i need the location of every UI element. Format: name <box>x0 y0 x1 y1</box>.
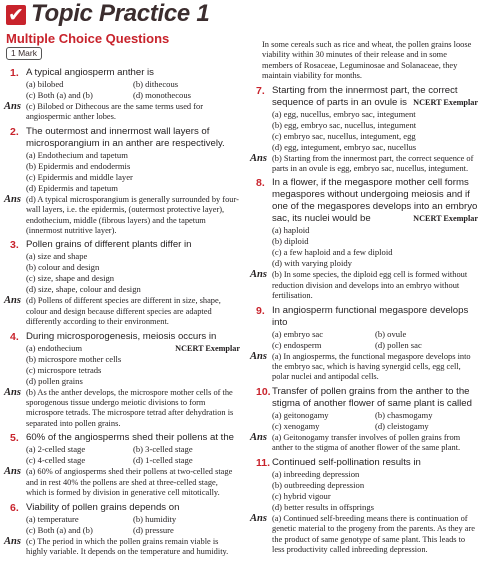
topic-header <box>6 0 474 30</box>
option-text: (c) hybrid vigour <box>272 490 331 501</box>
option-item <box>272 120 478 131</box>
option-item <box>26 455 133 466</box>
option-item <box>26 150 240 161</box>
answer-block <box>250 270 478 301</box>
option-list <box>250 225 478 269</box>
question-text <box>250 177 478 225</box>
option-item <box>133 90 240 101</box>
option-item <box>26 90 133 101</box>
answer-label: Ans <box>4 535 21 547</box>
option-item <box>133 455 240 466</box>
option-text: (b) dithecous <box>133 79 179 89</box>
option-item <box>26 376 240 387</box>
option-item <box>272 491 478 502</box>
carry-over-text: In some cereals such as rice and wheat, the pollen grains loose viability within 30 minutes of their release and in some members of Rosaceae, Leguminosae and Solanaceae, they maintain viability for months. <box>262 40 472 81</box>
option-item <box>375 421 478 432</box>
question-8 <box>250 177 478 301</box>
option-text: (b) humidity <box>133 513 177 524</box>
answer-block <box>4 296 240 327</box>
option-item <box>272 502 478 513</box>
option-item <box>272 329 375 340</box>
question-stem: 60% of the angiosperms shed their pollens at the <box>26 432 234 444</box>
question-text <box>4 239 240 251</box>
question-11 <box>250 457 478 556</box>
option-item <box>272 469 478 480</box>
question-6 <box>4 502 240 558</box>
question-10 <box>250 386 478 454</box>
answer-block <box>250 154 478 175</box>
answer-text: (a) 60% of angiosperms shed their pollens at two-celled stage and in rest 40% the pollens are shed at three-celled stage, which is formed by division in generative cell mitotically. <box>26 467 233 498</box>
question-4 <box>4 331 240 430</box>
page-title: Topic Practice 1 <box>31 0 210 27</box>
answer-text: (b) Starting from the innermost part, the correct sequence of parts in an ovule is egg, embryo sac, nucellus, integument. <box>272 153 474 174</box>
answer-block <box>4 537 240 558</box>
answer-label: Ans <box>250 152 267 164</box>
option-item <box>133 79 240 90</box>
question-number: 5. <box>10 432 19 445</box>
question-text <box>4 432 240 444</box>
source-tag: NCERT Exemplar <box>413 97 478 107</box>
option-text: (a) egg, nucellus, embryo sac, integument <box>272 108 416 119</box>
option-list <box>250 329 478 351</box>
option-item <box>26 183 240 194</box>
option-text: (d) egg, integument, embryo sac, nucellus <box>272 141 417 152</box>
option-text: (a) 2-celled stage <box>26 444 86 455</box>
question-number: 2. <box>10 125 19 138</box>
option-text: (a) geitonogamy <box>272 409 329 420</box>
option-item <box>26 262 240 273</box>
option-text: (d) 1-celled stage <box>133 455 193 466</box>
option-text: (a) endothecium <box>26 342 83 353</box>
option-text: (a) embryo sac <box>272 328 324 339</box>
section-title: Multiple Choice Questions <box>6 31 170 46</box>
question-number: 6. <box>10 501 19 514</box>
option-item <box>375 410 478 421</box>
check-icon: ✔ <box>6 5 26 25</box>
option-item <box>26 161 240 172</box>
option-text: (a) temperature <box>26 513 79 524</box>
option-item <box>26 514 133 525</box>
option-list <box>4 444 240 466</box>
option-text: (c) endosperm <box>272 339 322 350</box>
question-number: 7. <box>256 84 265 97</box>
answer-block <box>4 388 240 430</box>
option-text: (d) with varying ploidy <box>272 258 352 269</box>
question-9 <box>250 305 478 383</box>
option-text: (d) Epidermis and tapetum <box>26 182 118 193</box>
question-stem: Transfer of pollen grains from the anther to the stigma of another flower of same plant is called <box>272 385 472 409</box>
option-item <box>26 365 240 376</box>
answer-text: (b) In some species, the diploid egg cell is formed without reduction division and develops into an embryo without fertilisation. <box>272 270 468 301</box>
option-item <box>272 421 375 432</box>
option-text: (d) pollen sac <box>375 339 422 350</box>
answer-label: Ans <box>4 101 21 112</box>
answer-text: (c) The period in which the pollen grains remain viable is highly variable. It depends on the temperature and humidity. <box>26 536 229 556</box>
question-stem: The outermost and innermost wall layers of microsporangium in an anther are respectively. <box>26 125 225 149</box>
question-text <box>4 502 240 514</box>
option-list <box>250 109 478 153</box>
option-text: (c) Both (a) and (b) <box>26 90 93 100</box>
question-text <box>250 305 478 329</box>
question-stem: Pollen grains of different plants differ in <box>26 239 192 251</box>
left-column <box>4 64 240 557</box>
option-text: (b) diploid <box>272 236 309 247</box>
option-text: (b) outbreeding depression <box>272 479 365 490</box>
answer-label: Ans <box>250 269 267 281</box>
option-item <box>26 284 240 295</box>
option-text: (d) pollen grains <box>26 375 83 386</box>
answer-text: (a) In angiosperms, the functional megaspore develops into the embryo sac, which is having synergid cells, egg cell, polar nuclei and antipodal cells. <box>272 351 471 382</box>
option-item <box>272 142 478 153</box>
option-text: (b) chasmogamy <box>375 409 433 420</box>
question-stem: Continued self-pollination results in <box>272 456 421 468</box>
option-list <box>4 150 240 194</box>
option-text: (a) inbreeding depression <box>272 468 360 479</box>
option-item <box>133 444 240 455</box>
option-item <box>26 251 240 262</box>
option-item <box>272 410 375 421</box>
answer-text: (c) Bilobed or Dithecous are the same terms used for angiospermic anther lobes. <box>26 102 203 122</box>
answer-block <box>250 352 478 383</box>
option-text: (a) size and shape <box>26 251 88 262</box>
option-text: (c) embryo sac, nucellus, integument, egg <box>272 130 416 141</box>
option-item <box>375 340 478 351</box>
option-item <box>26 273 240 284</box>
answer-label: Ans <box>4 386 21 398</box>
question-1 <box>4 67 240 123</box>
option-text: (b) colour and design <box>26 262 100 273</box>
option-item <box>272 236 478 247</box>
question-number: 3. <box>10 239 19 252</box>
answer-block <box>4 467 240 498</box>
answer-label: Ans <box>4 466 21 478</box>
option-item <box>272 109 478 120</box>
option-item <box>272 225 478 236</box>
option-text: (b) 3-celled stage <box>133 444 193 455</box>
option-item <box>272 480 478 491</box>
answer-block <box>250 514 478 556</box>
option-text: (c) xenogamy <box>272 420 320 431</box>
answer-label: Ans <box>4 295 21 307</box>
question-2 <box>4 126 240 237</box>
option-list <box>250 469 478 513</box>
option-item <box>375 329 478 340</box>
option-item <box>26 444 133 455</box>
option-item <box>133 514 240 525</box>
option-text: (a) haploid <box>272 225 310 236</box>
option-text: (d) size, shape, colour and design <box>26 284 141 295</box>
question-number: 1. <box>10 67 19 79</box>
option-text: (c) a few haploid and a few diploid <box>272 247 393 258</box>
question-number: 4. <box>10 330 19 343</box>
question-stem: In angiosperm functional megaspore develops into <box>272 304 469 328</box>
option-text: (a) bilobed <box>26 79 64 89</box>
option-item <box>272 258 478 269</box>
option-item <box>272 340 375 351</box>
option-item <box>272 247 478 258</box>
question-text <box>250 85 478 109</box>
option-text: (c) Both (a) and (b) <box>26 524 93 535</box>
answer-block <box>4 195 240 237</box>
option-item <box>26 172 240 183</box>
option-text: (d) pressure <box>133 524 174 535</box>
option-item <box>272 131 478 142</box>
option-text: (c) 4-celled stage <box>26 455 86 466</box>
answer-label: Ans <box>4 193 21 205</box>
question-number: 9. <box>256 304 265 317</box>
question-3 <box>4 239 240 327</box>
option-text: (d) better results in offsprings <box>272 501 374 512</box>
option-text: (c) microspore tetrads <box>26 364 102 375</box>
answer-label: Ans <box>250 350 267 362</box>
question-5 <box>4 432 240 498</box>
question-stem: Starting from the innermost part, the correct sequence of parts in an ovule is <box>272 84 458 108</box>
answer-text: (a) Continued self-breeding means there is continuation of genetic material to the progeny from the parents. As they are the product of same genotype of same plant. This leads to less productivity called inbreeding depression. <box>272 513 476 554</box>
question-stem: Viability of pollen grains depends on <box>26 501 180 513</box>
option-list <box>250 410 478 432</box>
mark-badge: 1 Mark <box>6 47 42 60</box>
option-item <box>26 354 240 365</box>
question-7 <box>250 85 478 175</box>
answer-text: (b) As the anther develops, the microspore mother cells of the sporogenous tissue undergo meiotic divisions to form microspore tetrads. The microspore tetrad after dehydration is separated into pollen grains. <box>26 387 234 428</box>
option-list <box>4 251 240 295</box>
question-stem: A typical angiosperm anther is <box>26 67 154 78</box>
option-text: (b) ovule <box>375 328 407 339</box>
source-tag: NCERT Exemplar <box>175 343 240 353</box>
question-text <box>250 457 478 469</box>
answer-text: (a) Geitonogamy transfer involves of pollen grains from anther to the stigma of another flower of the same plant. <box>272 432 461 453</box>
question-text <box>4 67 240 79</box>
question-number: 8. <box>256 177 265 190</box>
option-text: (a) Endothecium and tapetum <box>26 149 128 160</box>
option-item <box>26 79 133 90</box>
option-text: (b) Epidermis and endodermis <box>26 160 131 171</box>
answer-label: Ans <box>250 431 267 443</box>
option-text: (c) size, shape and design <box>26 273 115 284</box>
option-list <box>4 514 240 536</box>
question-number: 11. <box>256 456 271 469</box>
answer-text: (d) Pollens of different species are different in size, shape, colour and design because different species are adapted differently according to their environment. <box>26 296 221 327</box>
option-list <box>4 343 240 387</box>
question-stem: During microsporogenesis, meiosis occurs in <box>26 330 217 342</box>
option-text: (d) monothecous <box>133 90 191 100</box>
answer-text: (d) A typical microsporangium is generally surrounded by four-wall layers, i.e. the epidermis, (outermost protective layer), endothecium, middle (fibrous layers) and the tapetum (innermost nutritive layer). <box>26 194 239 236</box>
option-text: (c) Epidermis and middle layer <box>26 171 133 182</box>
right-column <box>250 40 478 555</box>
option-text: (b) egg, embryo sac, nucellus, integument <box>272 119 417 130</box>
option-item <box>133 525 240 536</box>
question-text <box>4 126 240 150</box>
option-text: (d) cleistogamy <box>375 420 429 431</box>
option-text: (b) microspore mother cells <box>26 353 122 364</box>
question-text <box>4 331 240 343</box>
option-item <box>26 525 133 536</box>
answer-block <box>250 433 478 454</box>
option-list <box>4 79 240 101</box>
question-number: 10. <box>256 385 271 398</box>
answer-label: Ans <box>250 512 267 524</box>
source-tag: NCERT Exemplar <box>413 214 478 224</box>
answer-block <box>4 102 240 123</box>
option-item <box>26 343 240 354</box>
question-text <box>250 386 478 410</box>
question-stem: In a flower, if the megaspore mother cell forms megaspores without undergoing meiosis and if one of the megaspores develops into an embryo sac, its nuclei would be <box>272 177 478 225</box>
